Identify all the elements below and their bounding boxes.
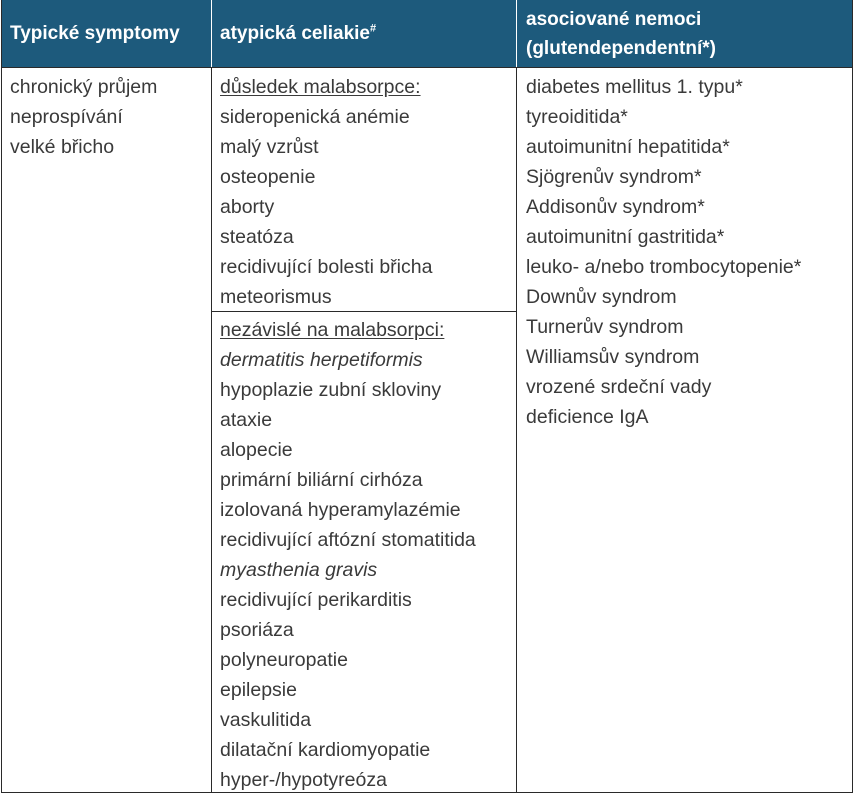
independent-item: polyneuropatie: [220, 649, 348, 671]
associated-item: tyreoiditida*: [526, 106, 628, 128]
malabsorption-list: [220, 72, 432, 312]
associated-item: Williamsův syndrom: [526, 346, 700, 368]
border-col2: [516, 67, 517, 793]
independent-heading: nezávislé na malabsorpci:: [220, 319, 445, 341]
associated-item: deficience IgA: [526, 406, 649, 428]
independent-item: dermatitis herpetiformis: [220, 349, 423, 371]
malabsorption-item: malý vzrůst: [220, 136, 319, 158]
typical-item: neprospívání: [10, 106, 123, 128]
border-header: [1, 67, 853, 68]
typical-item: velké břicho: [10, 136, 115, 158]
malabsorption-item: aborty: [220, 196, 275, 218]
independent-item: ataxie: [220, 409, 273, 431]
malabsorption-item: steatóza: [220, 226, 294, 248]
associated-item: autoimunitní gastritida*: [526, 226, 725, 248]
independent-item: recidivující aftózní stomatitida: [220, 529, 476, 551]
associated-item: autoimunitní hepatitida*: [526, 136, 730, 158]
typical-list: [10, 72, 157, 162]
typical-item: chronický průjem: [10, 76, 158, 98]
independent-item: dilatační kardiomyopatie: [220, 739, 431, 761]
associated-item: leuko- a/nebo trombocytopenie*: [526, 256, 802, 278]
border-left: [1, 0, 2, 793]
malabsorption-item: meteorismus: [220, 286, 332, 308]
malabsorption-heading: důsledek malabsorpce:: [220, 76, 421, 98]
associated-item: Sjögrenův syndrom*: [526, 166, 702, 188]
associated-list: [526, 72, 801, 432]
footnote-mark: #: [370, 22, 377, 35]
independent-item: vaskulitida: [220, 709, 312, 731]
independent-item: psoriáza: [220, 619, 294, 641]
associated-item: Turnerův syndrom: [526, 316, 684, 338]
border-col1: [211, 67, 212, 793]
header-typical: Typické symptomy: [10, 23, 180, 44]
independent-item: hyper-/hypotyreóza: [220, 769, 387, 791]
independent-item: hypoplazie zubní skloviny: [220, 379, 442, 401]
header-associated-line2: (glutendependentní*): [526, 38, 716, 59]
associated-item: vrozené srdeční vady: [526, 376, 712, 398]
independent-item: recidivující perikarditis: [220, 589, 412, 611]
malabsorption-item: recidivující bolesti břicha: [220, 256, 433, 278]
border-right: [852, 0, 853, 793]
malabsorption-item: osteopenie: [220, 166, 316, 188]
associated-item: Addisonův syndrom*: [526, 196, 705, 218]
header-atypical: atypická celiakie#: [220, 22, 377, 44]
associated-item: diabetes mellitus 1. typu*: [526, 76, 743, 98]
independent-list: [220, 315, 476, 795]
independent-item: primární biliární cirhóza: [220, 469, 423, 491]
independent-item: alopecie: [220, 439, 293, 461]
associated-item: Downův syndrom: [526, 286, 677, 308]
malabsorption-item: sideropenická anémie: [220, 106, 410, 128]
independent-item: myasthenia gravis: [220, 559, 378, 581]
header-associated-line1: asociované nemoci: [526, 9, 702, 30]
independent-item: izolovaná hyperamylazémie: [220, 499, 461, 521]
independent-item: epilepsie: [220, 679, 297, 701]
